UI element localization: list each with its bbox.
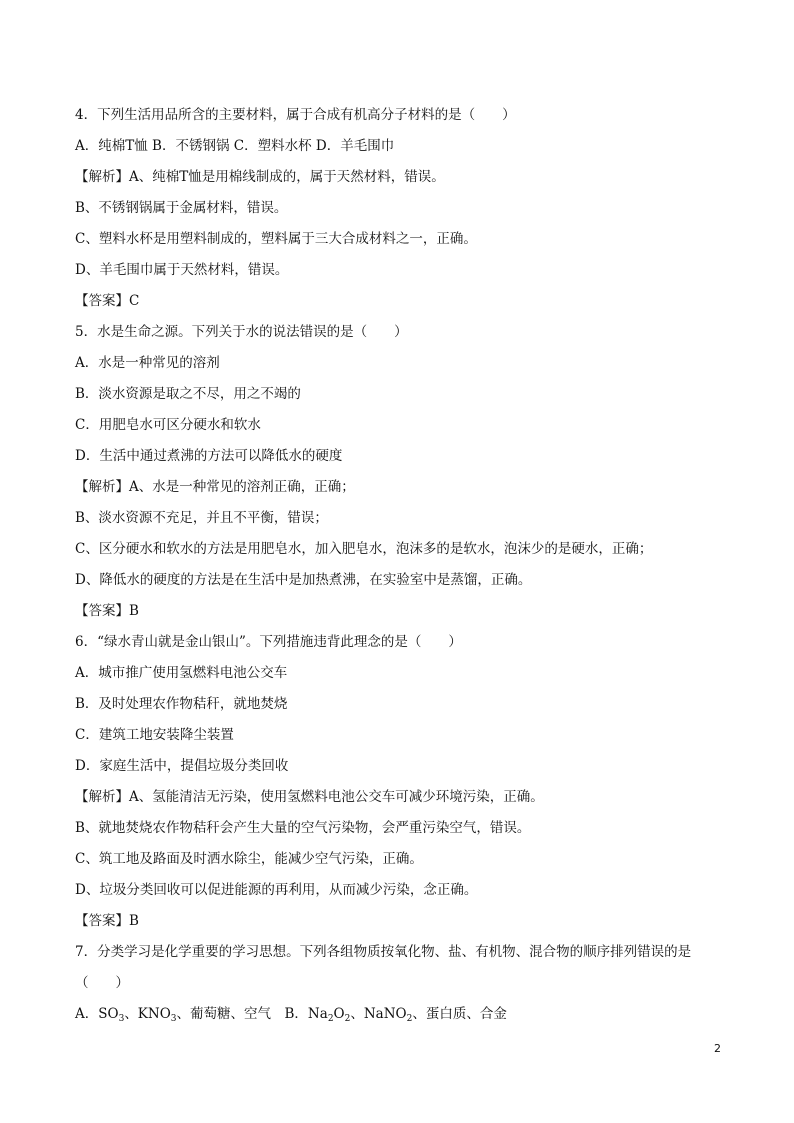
question-5-stem: 5．水是生命之源。下列关于水的说法错误的是（ ） (75, 324, 408, 340)
question-7-stem-cont: （ ） (75, 975, 129, 991)
question-6-option-b: B．及时处理农作物秸秆，就地焚烧 (75, 696, 288, 712)
question-6-stem: 6．“绿水青山就是金山银山”。下列措施违背此理念的是（ ） (75, 634, 462, 650)
question-4-analysis-b: B、不锈钢锅属于金属材料，错误。 (75, 200, 288, 216)
page-number: 2 (714, 1042, 721, 1055)
question-4-stem: 4．下列生活用品所含的主要材料，属于合成有机高分子材料的是（ ） (75, 107, 516, 123)
question-7-stem: 7．分类学习是化学重要的学习思想。下列各组物质按氧化物、盐、有机物、混合物的顺序排列错误的是 (75, 944, 692, 960)
question-5-analysis-c: C、区分硬水和软水的方法是用肥皂水，加入肥皂水，泡沫多的是软水，泡沫少的是硬水，正确； (75, 541, 653, 557)
question-4-answer: 【答案】C (75, 293, 140, 309)
question-5-analysis-d: D、降低水的硬度的方法是在生活中是加热煮沸，在实验室中是蒸馏，正确。 (75, 572, 532, 588)
question-4-analysis: 【解析】A、纯棉T恤是用棉线制成的，属于天然材料，错误。 (75, 169, 445, 185)
q7-opt-text: 、蛋白质、合金 (412, 1006, 507, 1022)
question-5-analysis-b: B、淡水资源不充足，并且不平衡，错误； (75, 510, 328, 526)
question-6-analysis: 【解析】A、氢能清洁无污染，使用氢燃料电池公交车可减少环境污染，正确。 (75, 789, 544, 805)
question-4-options: A．纯棉T恤 B．不锈钢锅 C．塑料水杯 D．羊毛围巾 (75, 138, 395, 154)
question-6-analysis-c: C、筑工地及路面及时洒水除尘，能减少空气污染，正确。 (75, 851, 423, 867)
q7-sub: 2 (406, 1014, 413, 1024)
question-5-analysis: 【解析】A、水是一种常见的溶剂正确，正确； (75, 479, 355, 495)
question-6-answer: 【答案】B (75, 913, 139, 929)
question-6-option-a: A．城市推广使用氢燃料电池公交车 (75, 665, 288, 681)
question-6-analysis-b: B、就地焚烧农作物秸秆会产生大量的空气污染物，会严重污染空气，错误。 (75, 820, 531, 836)
question-4-analysis-d: D、羊毛围巾属于天然材料，错误。 (75, 262, 289, 278)
question-5-option-c: C．用肥皂水可区分硬水和软水 (75, 417, 261, 433)
q7-opt-text: 、葡萄糖、空气 B．Na (176, 1006, 328, 1022)
q7-sub: 3 (170, 1014, 177, 1024)
document-body (75, 100, 735, 1030)
q7-sub: 3 (118, 1014, 125, 1024)
q7-sub: 2 (327, 1014, 334, 1024)
question-6-option-d: D．家庭生活中，提倡垃圾分类回收 (75, 758, 289, 774)
q7-opt-text: 、KNO (124, 1006, 171, 1022)
question-5-option-b: B．淡水资源是取之不尽，用之不竭的 (75, 386, 301, 402)
question-5-answer: 【答案】B (75, 603, 139, 619)
question-5-option-d: D．生活中通过煮沸的方法可以降低水的硬度 (75, 448, 343, 464)
question-4-analysis-c: C、塑料水杯是用塑料制成的，塑料属于三大合成材料之一，正确。 (75, 231, 477, 247)
q7-opt-text: A．SO (75, 1006, 119, 1022)
question-6-analysis-d: D、垃圾分类回收可以促进能源的再利用，从而减少污染，念正确。 (75, 882, 478, 898)
q7-opt-text: O (333, 1006, 345, 1022)
q7-opt-text: 、NaNO (350, 1006, 407, 1022)
question-5-option-a: A．水是一种常见的溶剂 (75, 355, 220, 371)
q7-sub: 2 (344, 1014, 351, 1024)
question-6-option-c: C．建筑工地安装降尘装置 (75, 727, 234, 743)
question-7-options (75, 999, 735, 1030)
